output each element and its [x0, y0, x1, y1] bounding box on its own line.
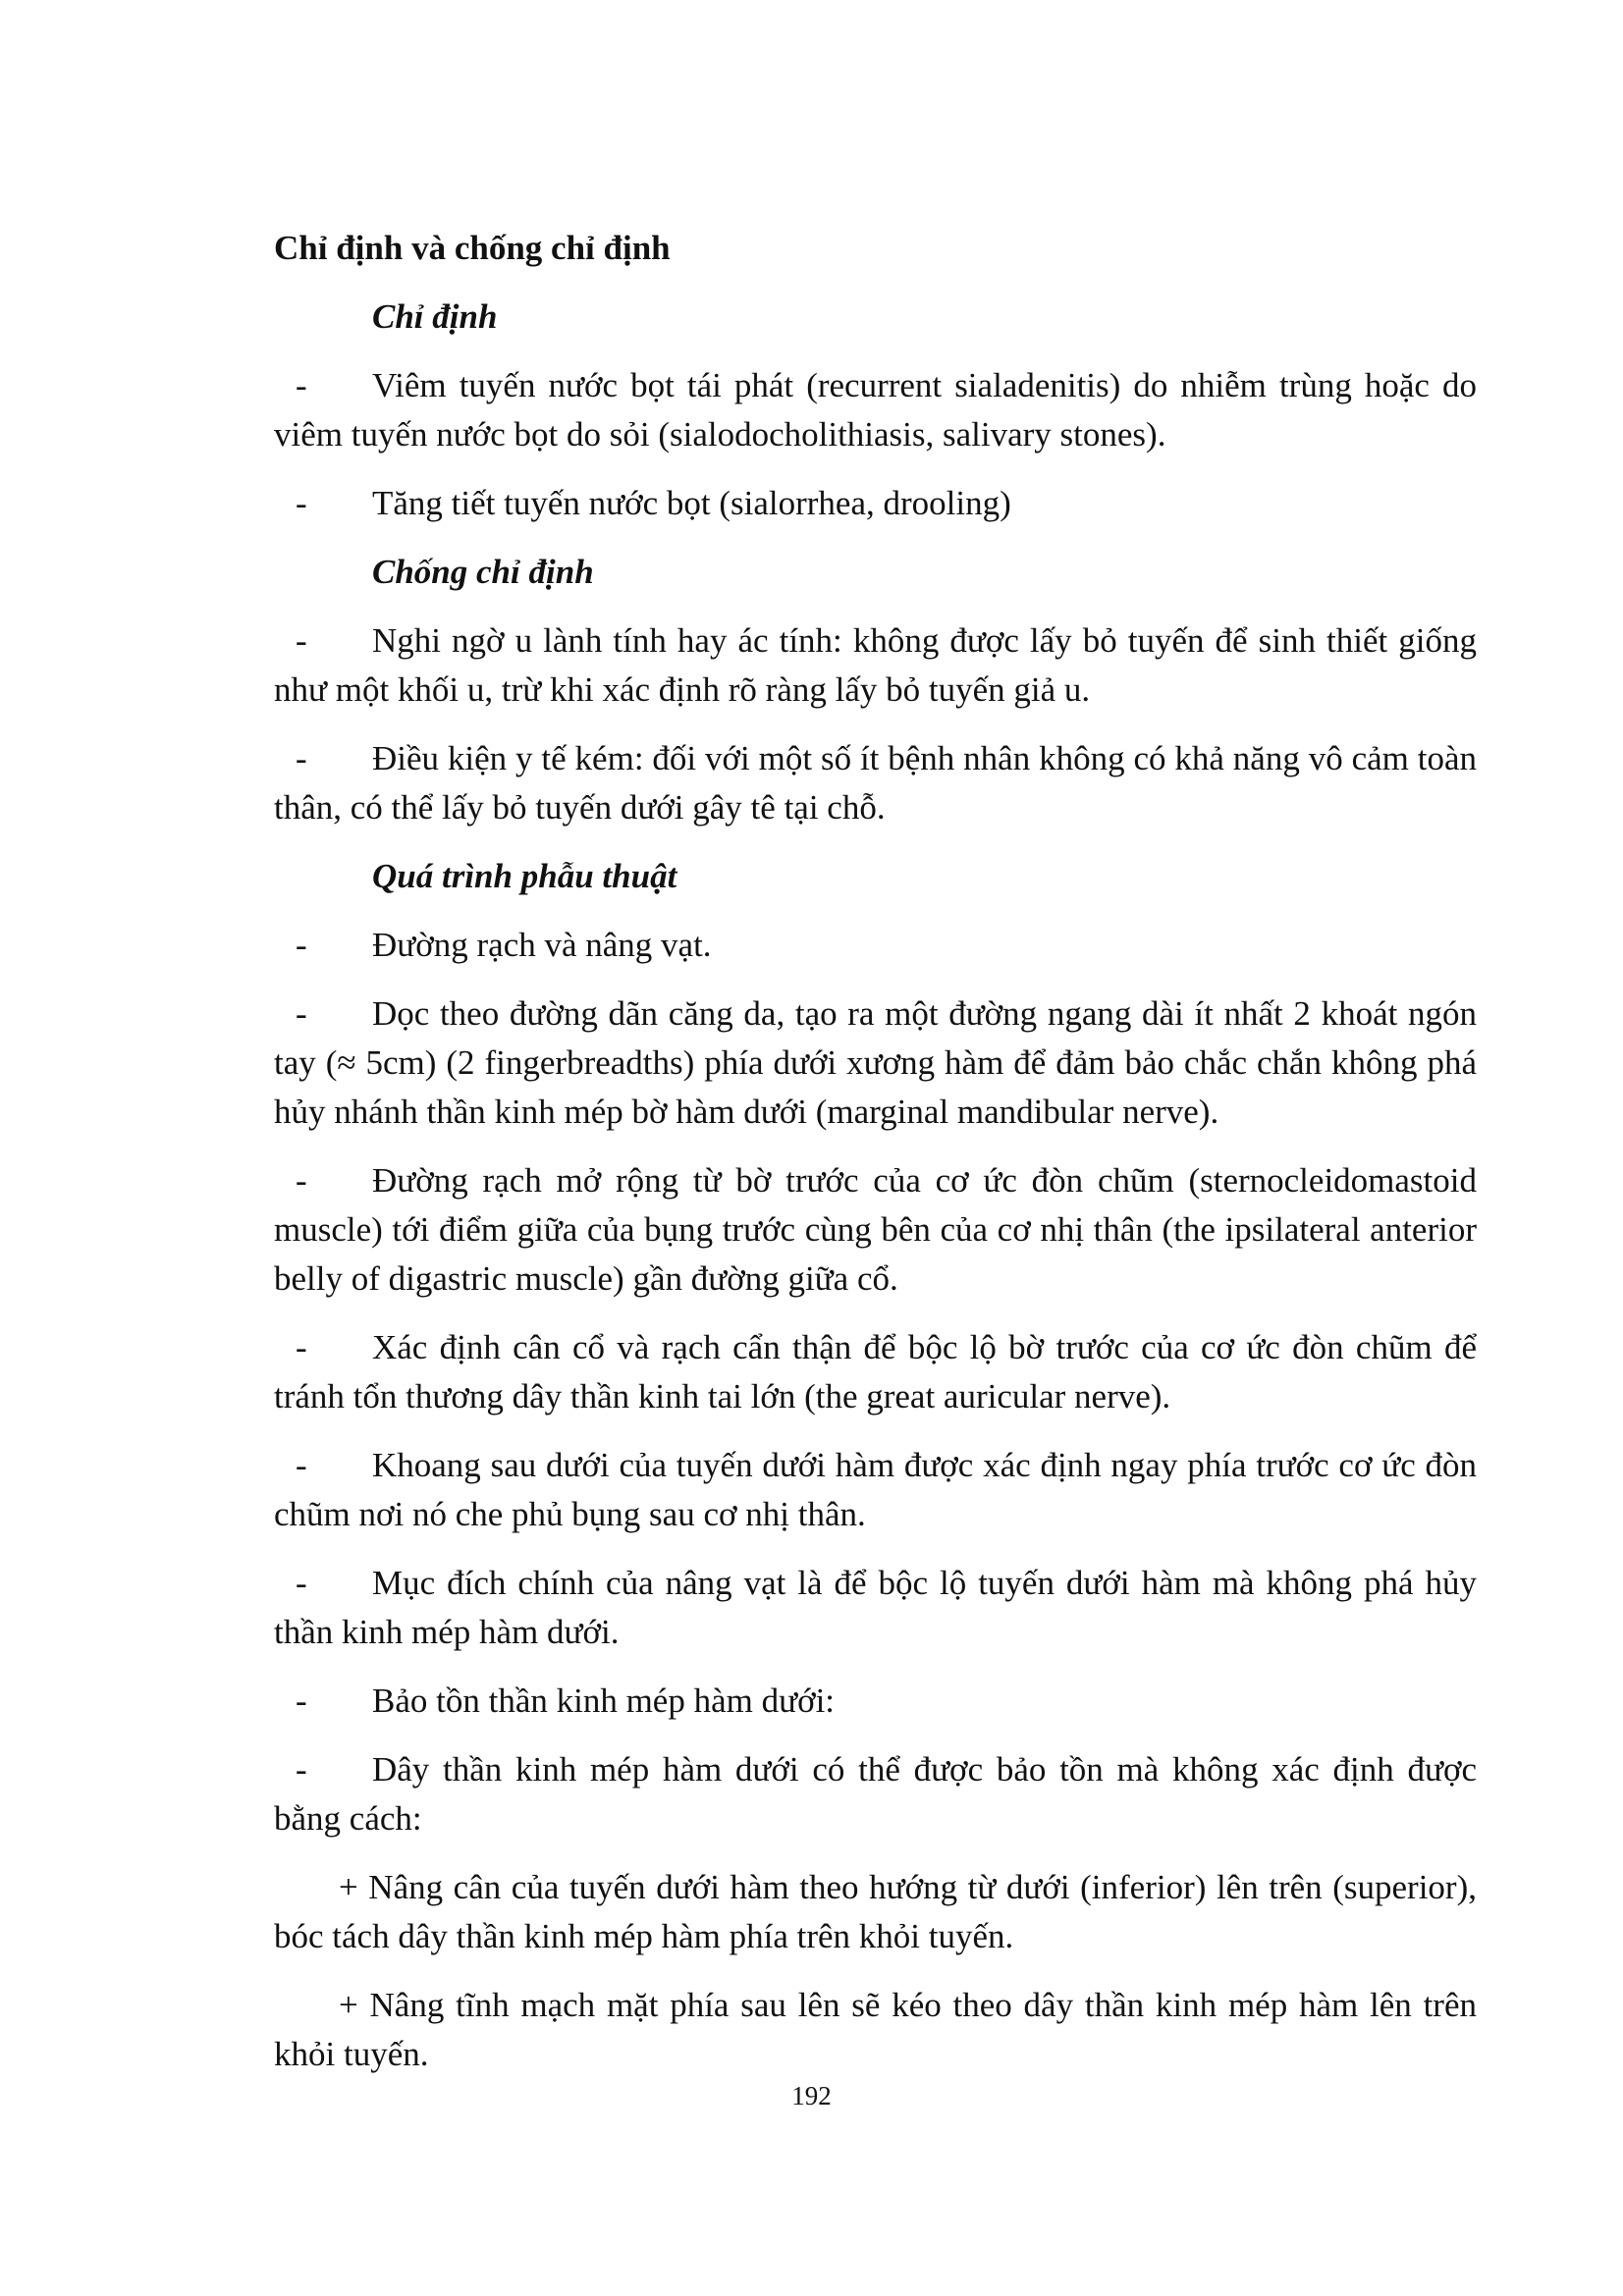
section-title: Chỉ định và chống chỉ định [274, 229, 671, 267]
list-item [274, 616, 1477, 715]
list-item [274, 1323, 1477, 1421]
dash-bullet: - [296, 1564, 307, 1602]
list-item-text: Dọc theo đường dãn căng da, tạo ra một đường ngang dài ít nhất 2 khoát ngón tay (≈ 5cm) (2 fingerbreadths) phía dưới xương hàm để đảm bảo chắc chắn không phá hủy nhánh thần kinh mép bờ hàm dưới (marginal mandibular nerve). [274, 994, 1477, 1131]
list-item [274, 1677, 1477, 1726]
list-item [274, 1559, 1477, 1657]
list-item-text: Dây thần kinh mép hàm dưới có thể được bảo tồn mà không xác định được bằng cách: [274, 1750, 1477, 1838]
list-item [274, 734, 1477, 832]
list-item-text: Xác định cân cổ và rạch cẩn thận để bộc lộ bờ trước của cơ ức đòn chũm để tránh tổn thương dây thần kinh tai lớn (the great auricular nerve). [274, 1328, 1477, 1415]
dash-bullet: - [296, 1161, 307, 1200]
dash-bullet: - [296, 484, 307, 522]
list-item-text: Điều kiện y tế kém: đối với một số ít bệnh nhân không có khả năng vô cảm toàn thân, có thể lấy bỏ tuyến dưới gây tê tại chỗ. [274, 739, 1477, 827]
list-item-text: Mục đích chính của nâng vạt là để bộc lộ tuyến dưới hàm mà không phá hủy thần kinh mép hàm dưới. [274, 1564, 1477, 1651]
list-item-text: Bảo tồn thần kinh mép hàm dưới: [372, 1682, 836, 1720]
list-item-text: Đường rạch mở rộng từ bờ trước của cơ ức đòn chũm (sternocleidomastoid muscle) tới điểm giữa của bụng trước cùng bên của cơ nhị thân (the ipsilateral anterior belly of digastric muscle) gần đường giữa cổ. [274, 1161, 1477, 1298]
dash-bullet: - [296, 366, 307, 404]
list-item [274, 1441, 1477, 1539]
dash-bullet: - [296, 1750, 307, 1789]
list-item [274, 1156, 1477, 1304]
page-number: 192 [791, 2081, 832, 2110]
dash-bullet: - [296, 1446, 307, 1484]
dash-bullet: - [296, 621, 307, 660]
list-item [274, 989, 1477, 1137]
list-item-text: Khoang sau dưới của tuyến dưới hàm được xác định ngay phía trước cơ ức đòn chũm nơi nó che phủ bụng sau cơ nhị thân. [274, 1446, 1477, 1533]
sub-list-item: + Nâng tĩnh mạch mặt phía sau lên sẽ kéo theo dây thần kinh mép hàm lên trên khỏi tuyến. [274, 1986, 1477, 2073]
list-item [274, 361, 1477, 459]
list-item-text: Tăng tiết tuyến nước bọt (sialorrhea, drooling) [372, 484, 1011, 522]
list-item [274, 921, 1477, 970]
list-item-text: Nghi ngờ u lành tính hay ác tính: không được lấy bỏ tuyến để sinh thiết giống như một khối u, trừ khi xác định rõ ràng lấy bỏ tuyến giả u. [274, 621, 1477, 709]
procedure-title: Quá trình phẫu thuật [372, 857, 677, 895]
contraindications-title: Chống chỉ định [372, 553, 594, 591]
dash-bullet: - [296, 739, 307, 777]
sub-list-item: + Nâng cân của tuyến dưới hàm theo hướng từ dưới (inferior) lên trên (superior), bóc tách dây thần kinh mép hàm phía trên khỏi tuyến. [274, 1868, 1477, 1955]
dash-bullet: - [296, 1328, 307, 1366]
dash-bullet: - [296, 1682, 307, 1720]
dash-bullet: - [296, 926, 307, 964]
list-item-text: Viêm tuyến nước bọt tái phát (recurrent sialadenitis) do nhiễm trùng hoặc do viêm tuyến nước bọt do sỏi (sialodocholithiasis, salivary stones). [274, 366, 1477, 454]
indications-title: Chỉ định [372, 297, 498, 336]
list-item [274, 1745, 1477, 1843]
list-item [274, 479, 1477, 528]
page-content [274, 224, 1477, 2099]
dash-bullet: - [296, 994, 307, 1033]
list-item-text: Đường rạch và nâng vạt. [372, 926, 712, 964]
